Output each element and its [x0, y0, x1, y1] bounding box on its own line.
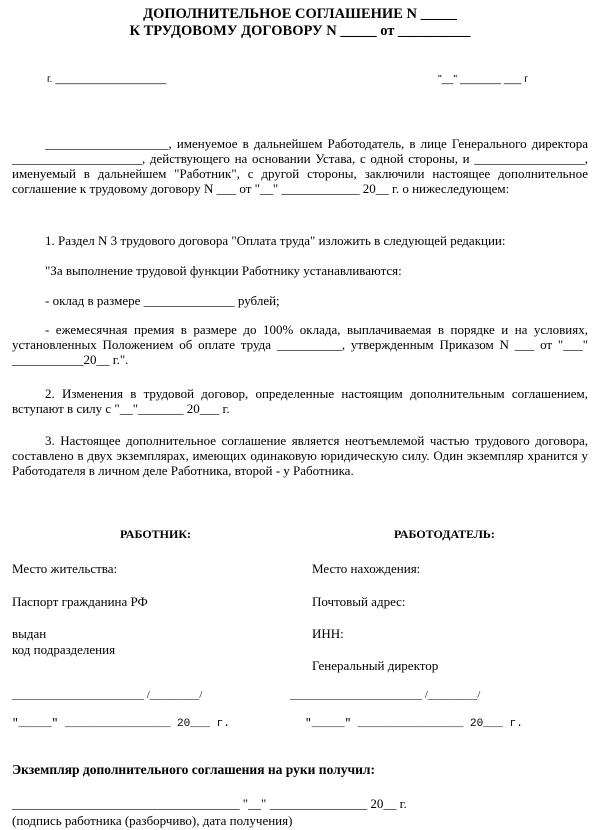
clause-2: 2. Изменения в трудовой договор, определенные настоящим дополнительным соглашением, вступают в силу с "__"_______ 20___ г. [12, 386, 588, 416]
employee-heading: РАБОТНИК: [120, 527, 192, 541]
receipt-line: ___________________________________ "__" _______________ 20__ г. [12, 796, 407, 811]
clause-1-quote: "За выполнение трудовой функции Работнику устанавливаются: [45, 263, 402, 278]
employee-residence: Место жительства: [12, 561, 118, 576]
receipt-caption: (подпись работника (разборчиво), дата получения) [12, 813, 293, 828]
employer-inn: ИНН: [312, 626, 344, 641]
clause-3: 3. Настоящее дополнительное соглашение является неотъемлемой частью трудового договора, составлено в двух экземплярах, имеющих одинаковую юридическую силу. Один экземпляр хранится у Работодателя в личном деле Работника, второй - у Работника. [12, 433, 588, 478]
clause-1-salary: - оклад в размере ______________ рублей; [45, 293, 280, 308]
employer-date-line: "_____" ________________ 20___ г. [305, 718, 523, 730]
employer-postal: Почтовый адрес: [312, 594, 406, 609]
employer-location: Место нахождения: [312, 561, 421, 576]
employee-date-line: "_____" ________________ 20___ г. [12, 718, 230, 730]
receipt-heading: Экземпляр дополнительного соглашения на руки получил: [12, 762, 375, 777]
intro-paragraph: ___________________, именуемое в дальнейшем Работодатель, в лице Генерального директора ____________________, действующего на основании Устава, с одной стороны, и _________________, именуемый в дальнейшем "Работник", с другой стороны, заключили настоящее дополнительное соглашение к трудовому договору N ___ от "__" ____________ 20__ г. о нижеследующем: [12, 136, 588, 196]
city-field: г. ___________________ [47, 73, 167, 85]
employer-director: Генеральный директор [312, 658, 439, 673]
document-title-line2: К ТРУДОВОМУ ДОГОВОРУ N _____ от __________ [129, 23, 471, 39]
employee-issued: выдан [12, 626, 47, 641]
clause-1: 1. Раздел N 3 трудового договора "Оплата труда" изложить в следующей редакции: [45, 233, 506, 248]
employee-division-code: код подразделения [12, 642, 116, 657]
document-title-line1: ДОПОЛНИТЕЛЬНОЕ СОГЛАШЕНИЕ N _____ [143, 6, 457, 22]
employer-signature-line: ________________________ /_________/ [290, 689, 481, 701]
clause-1-bonus: - ежемесячная премия в размере до 100% оклада, выплачиваемая в порядке и на условиях, установленных Положением об оплате труда __________, утвержденным Приказом N ___ от "___" ___________20__ г.". [12, 322, 588, 367]
employee-signature-line: ________________________ /_________/ [12, 689, 203, 701]
employee-passport: Паспорт гражданина РФ [12, 594, 148, 609]
date-field: "__" _______ ___ г [438, 73, 529, 85]
employer-heading: РАБОТОДАТЕЛЬ: [394, 527, 495, 541]
